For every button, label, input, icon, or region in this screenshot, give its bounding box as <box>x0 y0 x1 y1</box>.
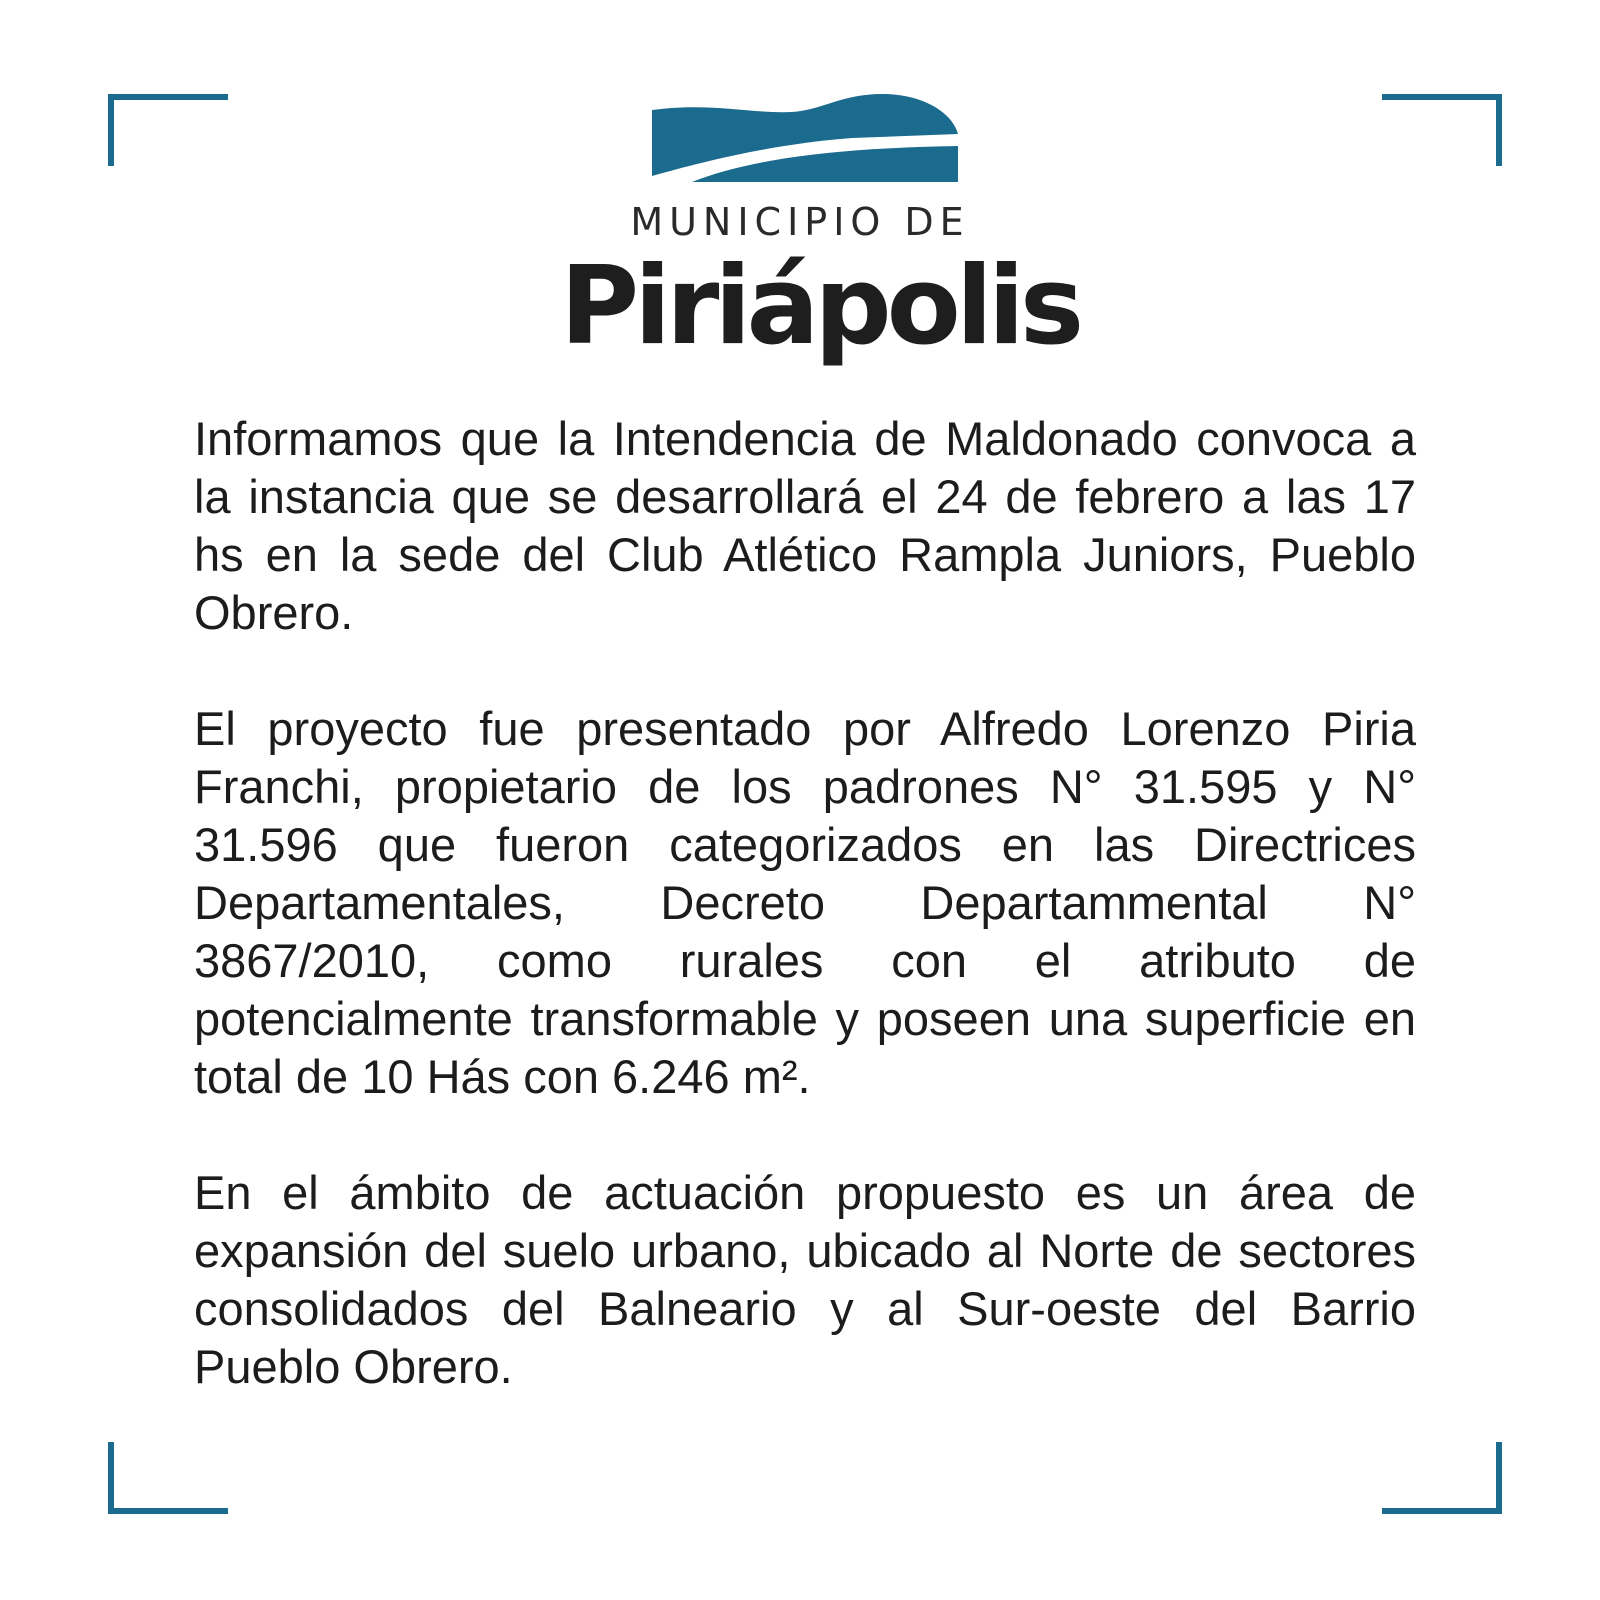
logo-text-piriapolis: Piriápolis <box>560 244 1080 369</box>
paragraph-proyecto: El proyecto fue presentado por Alfredo Lorenzo Piria Franchi, propietario de los padrones N° 31.595 y N° 31.596 que fueron categorizados en las Directrices Departamentales, Decreto Departammental N° 3867/2010, como rurales con el atributo de potencialmente transformable y poseen una superficie en total de 10 Hás con 6.246 m². <box>194 702 1416 1103</box>
frame-corner-top-right <box>1382 94 1502 166</box>
paragraph-ambito: En el ámbito de actuación propuesto es un área de expansión del suelo urbano, ubicado al Norte de sectores consolidados del Balneario y al Sur-oeste del Barrio Pueblo Obrero. <box>194 1166 1416 1393</box>
frame-corner-top-left <box>108 94 228 166</box>
notice-body <box>194 410 1416 1454</box>
hills-road-logo-icon <box>652 92 966 188</box>
municipio-logo <box>560 92 1080 392</box>
paragraph-convocatoria: Informamos que la Intendencia de Maldonado convoca a la instancia que se desarrollará el 24 de febrero a las 17 hs en la sede del Club Atlético Rampla Juniors, Pueblo Obrero. <box>194 412 1416 639</box>
logo-text-municipio: MUNICIPIO DE <box>630 200 970 244</box>
